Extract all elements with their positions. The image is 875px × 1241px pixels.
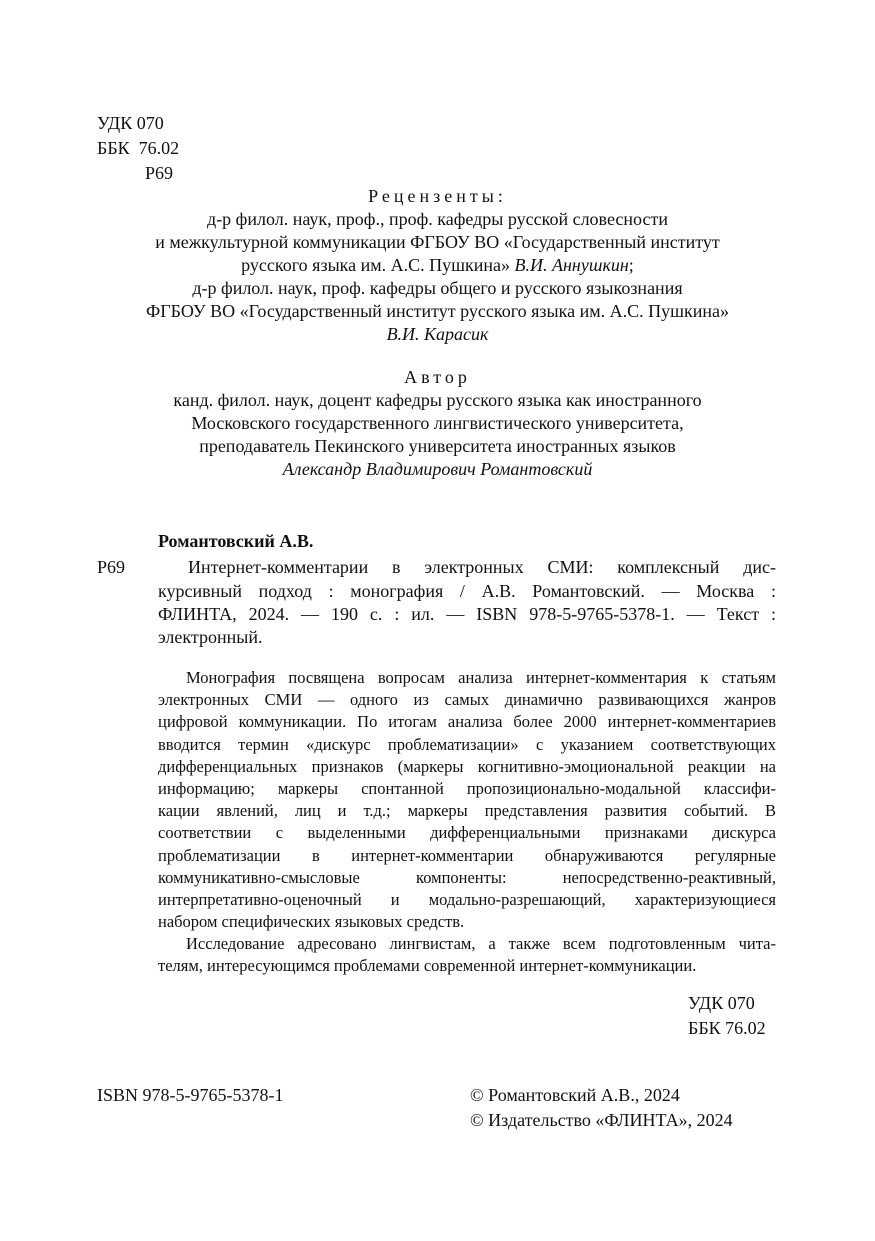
- annotation-line: цифровой коммуникации. По итогам анализа более 2000 интернет-комментариев: [158, 712, 776, 732]
- author-heading: Автор: [404, 367, 471, 387]
- annotation-line: электронных СМИ — одного из самых динамично развивающихся жанров: [158, 690, 776, 710]
- catalog-line: электронный.: [158, 627, 263, 647]
- annotation-line: информацию; маркеры спонтанной пропозиционально-модальной классифи-: [158, 778, 776, 798]
- annotation-line: проблематизации в интернет-комментарии обнаруживаются регулярные: [158, 845, 776, 865]
- reviewer1-line1: д-р филол. наук, проф., проф. кафедры русской словесности: [207, 209, 668, 229]
- reviewer1-line3: [0, 254, 875, 277]
- annotation: [158, 667, 776, 978]
- bottom-udk: УДК 070: [688, 993, 755, 1013]
- annotation-line: кации явлений, лиц и т.д.; маркеры представления развития событий. В: [158, 801, 776, 821]
- annotation-line: Монография посвящена вопросам анализа интернет-комментария к статьям: [186, 668, 776, 687]
- reviewer1-affiliation-end: русского языка им. А.С. Пушкина»: [241, 255, 511, 275]
- catalog-sign: Р69: [97, 557, 126, 577]
- bottom-bbk: ББК 76.02: [688, 1018, 766, 1038]
- annotation-line: телям, интересующимся проблемами современной интернет-коммуникации.: [158, 956, 697, 976]
- annotation-line: Исследование адресовано лингвистам, а также всем подготовленным чита-: [186, 934, 776, 954]
- udk-code: УДК 070: [97, 113, 164, 133]
- reviewers-heading: Рецензенты:: [368, 186, 507, 206]
- author-line3: преподаватель Пекинского университета иностранных языков: [199, 436, 676, 456]
- author-line2: Московского государственного лингвистического университета,: [191, 413, 684, 433]
- catalog-entry: [158, 556, 776, 579]
- annotation-line: набором специфических языковых средств.: [158, 912, 465, 932]
- annotation-line: коммуникативно-смысловые компоненты: непосредственно-реактивный,: [158, 867, 776, 887]
- reviewer1-line2: и межкультурной коммуникации ФГБОУ ВО «Государственный институт: [155, 232, 720, 252]
- catalog-line: ФЛИНТА, 2024. — 190 с. : ил. — ISBN 978-5-9765-5378-1. — Текст :: [158, 604, 776, 624]
- bbk-code: ББК 76.02: [97, 138, 180, 158]
- author-sign: Р69: [145, 163, 174, 183]
- catalog-entry-cont: [158, 580, 776, 649]
- reviewer2-line2: ФГБОУ ВО «Государственный институт русского языка им. А.С. Пушкина»: [146, 301, 729, 321]
- copyright-author: © Романтовский А.В., 2024: [470, 1085, 680, 1105]
- catalog-heading: Романтовский А.В.: [158, 531, 314, 551]
- annotation-line: дифференциальных признаков (маркеры когнитивно-эмоциональной реакции на: [158, 756, 776, 776]
- reviewer-separator: ;: [628, 255, 634, 275]
- annotation-line: интерпретативно-оценочный и модально-разрешающий, характеризующиеся: [158, 889, 776, 909]
- annotation-line: вводится термин «дискурс проблематизации» с указанием соответствующих: [158, 734, 776, 754]
- author-line1: канд. филол. наук, доцент кафедры русского языка как иностранного: [173, 390, 702, 410]
- copyright-publisher: © Издательство «ФЛИНТА», 2024: [470, 1110, 733, 1130]
- catalog-line: курсивный подход : монография / А.В. Романтовский. — Москва :: [158, 581, 776, 601]
- reviewer2-line1: д-р филол. наук, проф. кафедры общего и русского языкознания: [192, 278, 683, 298]
- isbn: ISBN 978-5-9765-5378-1: [97, 1085, 284, 1105]
- author-name: Александр Владимирович Романтовский: [282, 459, 593, 479]
- catalog-line: Интернет-комментарии в электронных СМИ: комплексный дис-: [188, 557, 776, 577]
- annotation-line: соответствии с выделенными дифференциальными признаками дискурса: [158, 823, 776, 843]
- reviewer1-name: В.И. Аннушкин: [514, 255, 629, 275]
- reviewer2-name: В.И. Карасик: [386, 324, 489, 344]
